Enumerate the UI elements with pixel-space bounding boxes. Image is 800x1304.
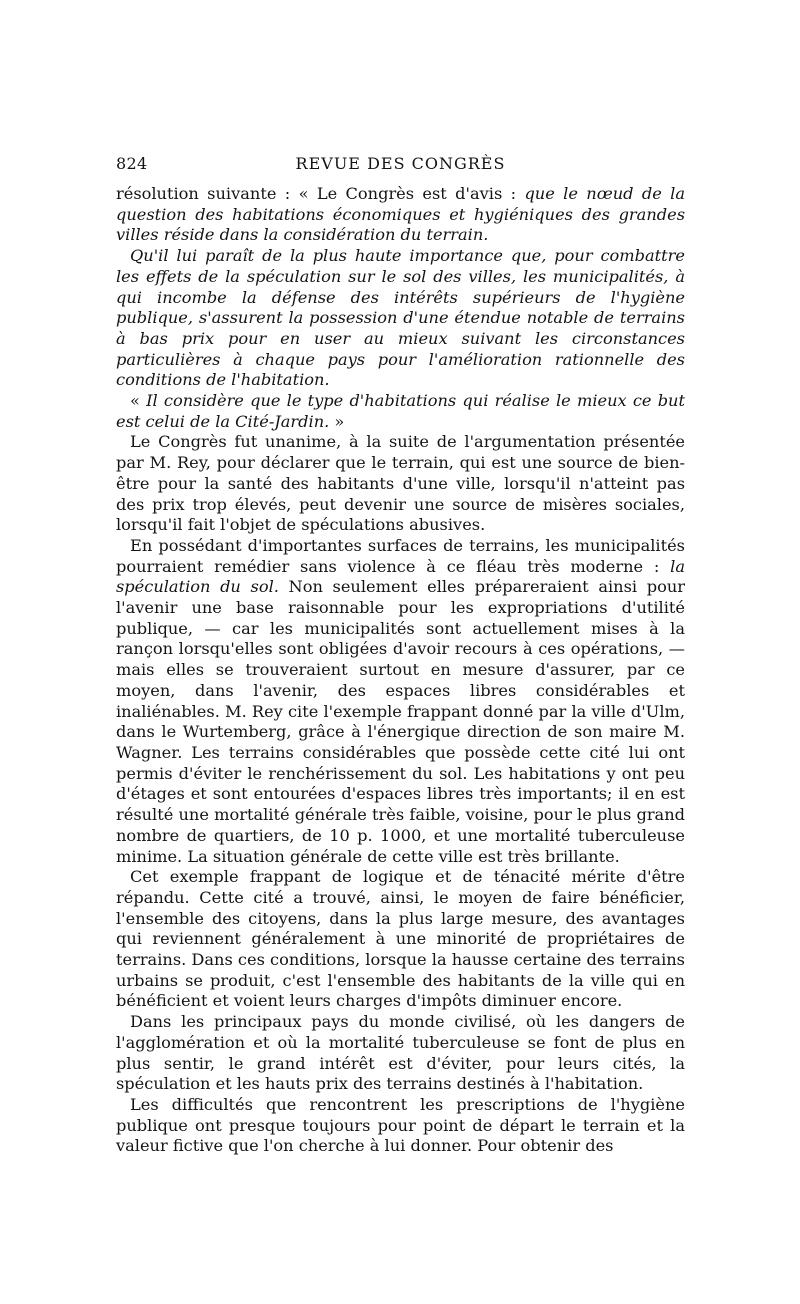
journal-title: REVUE DES CONGRÈS (295, 154, 506, 173)
paragraph-hygiene-difficulties: Les difficultés que rencontrent les prescriptions de l'hygiène publique ont presque toujours pour point de départ le terrain et la valeur fictive que l'on cherche à lui donner. Pour obtenir des (116, 1094, 685, 1156)
paragraph-resolution-intro (116, 184, 685, 246)
paragraph-lead: En possédant d'importantes surfaces de terrains, les municipalités pourraient remédier sans violence à ce fléau très moderne : (116, 535, 685, 576)
running-head (116, 150, 685, 176)
body-text (116, 184, 685, 1157)
paragraph-tail: » (329, 411, 345, 431)
paragraph-resolution-cite-jardin (116, 391, 685, 432)
paragraph-lead: résolution suivante : « Le Congrès est d'avis : (116, 184, 525, 203)
paragraph-ulm-example: Cet exemple frappant de logique et de ténacité mérite d'être répandu. Cette cité a trouvé, ainsi, le moyen de faire bénéficier, l'ensemble des citoyens, dans la plus large mesure, des avantages qui reviennent généralement à une minorité de propriétaires de terrains. Dans ces conditions, lorsque la hausse certaine des terrains urbains se produit, c'est l'ensemble des habitants de la ville qui en bénéficient et voient leurs charges d'impôts diminuer encore. (116, 867, 685, 1011)
paragraph-resolution-municipalities (116, 246, 685, 391)
paragraph-tail: Non seulement elles prépareraient ainsi pour l'avenir une base raisonnable pour les expropriations d'utilité publique, — car les municipalités sont actuellement mises à la rançon lorsqu'elles sont obligées d'avoir recours à ces opérations, — mais elles se trouveraient surtout en mesure d'assurer, par ce moyen, dans l'avenir, des espaces libres considérables et inaliénables. M. Rey cite l'exemple frappant donné par la ville d'Ulm, dans le Wurtemberg, grâce à l'énergique direction de son maire M. Wagner. Les terrains considérables que possède cette cité lui ont permis d'éviter le renchérissement du sol. Les habitations y ont peu d'étages et sont entourées d'espaces libres très importants; il en est résulté une mortalité générale très faible, voisine, pour le plus grand nombre de quartiers, de 10 p. 1000, et une mortalité tuberculeuse minime. La situation générale de cette ville est très brillante. (116, 577, 685, 866)
paragraph-lead: « (130, 391, 147, 411)
resolution-quote: Il considère que le type d'habitations qui réalise le mieux ce but est celui de la Cité-Jardin. (116, 391, 685, 431)
paragraph-municipal-land (116, 536, 685, 867)
page-number: 824 (116, 154, 148, 173)
document-page (116, 150, 685, 1157)
paragraph-congress-unanimous: Le Congrès fut unanime, à la suite de l'argumentation présentée par M. Rey, pour déclarer que le terrain, qui est une source de bien-être pour la santé des habitants d'une ville, lorsqu'il n'atteint pas des prix trop élevés, peut devenir une source de misères sociales, lorsqu'il fait l'objet de spéculations abusives. (116, 432, 685, 535)
emphasis-speculation: la spéculation du sol. (116, 556, 685, 597)
resolution-quote: Qu'il lui paraît de la plus haute importance que, pour combattre les effets de la spéculation sur le sol des villes, les municipalités, à qui incombe la défense des intérêts supérieurs de l'hygiène publique, s'assurent la possession d'une étendue notable de terrains à bas prix pour en user au mieux suivant les circonstances particulières à chaque pays pour l'amélioration rationnelle des conditions de l'habitation. (116, 246, 685, 390)
resolution-quote: que le nœud de la question des habitations économiques et hygiéniques des grandes villes réside dans la considération du terrain. (116, 184, 685, 245)
paragraph-civilized-countries: Dans les principaux pays du monde civilisé, où les dangers de l'agglomération et où la mortalité tuberculeuse se font de plus en plus sentir, le grand intérêt est d'éviter, pour leurs cités, la spéculation et les hauts prix des terrains destinés à l'habitation. (116, 1012, 685, 1094)
